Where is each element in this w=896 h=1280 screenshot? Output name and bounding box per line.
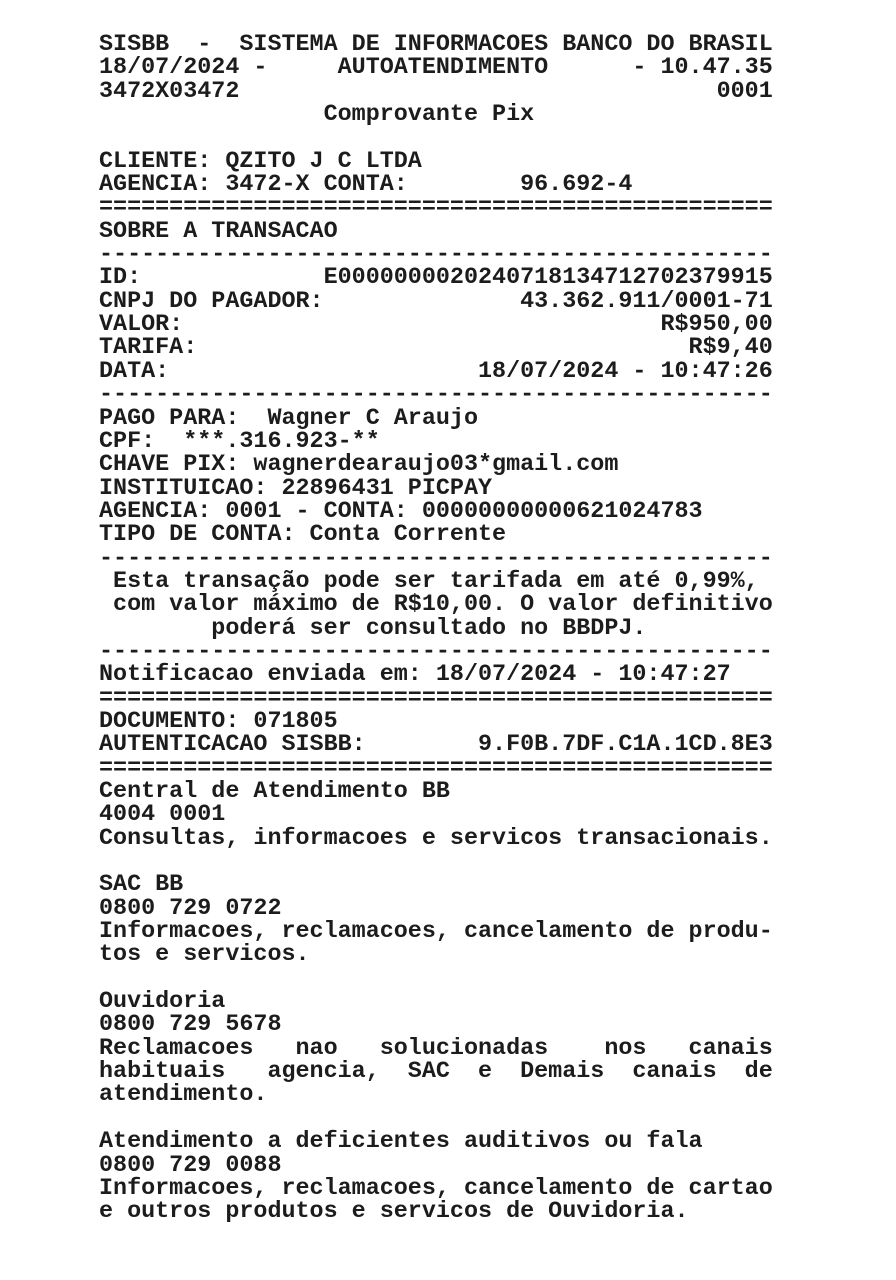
client-agency-account: AGENCIA: 3472-X CONTA: 96.692-4 bbox=[99, 172, 633, 199]
separator-dashes: ------------------------------------------------ bbox=[99, 382, 773, 409]
blank bbox=[99, 968, 773, 991]
contact-sac-desc-1: Informacoes, reclamacoes, cancelamento de produ- bbox=[99, 919, 773, 946]
field-cpf: CPF: ***.316.923-** bbox=[99, 428, 380, 455]
contact-deaf-desc-2: e outros produtos e servicos de Ouvidoria. bbox=[99, 1199, 689, 1226]
note-tarifa-3: poderá ser consultado no BBDPJ. bbox=[99, 615, 647, 642]
contact-central-phone: 4004 0001 bbox=[99, 802, 226, 829]
separator-dashes: ------------------------------------------------ bbox=[99, 545, 773, 572]
separator-dashes: ------------------------------------------------ bbox=[99, 638, 773, 665]
field-chave-pix: CHAVE PIX: wagnerdearaujo03*gmail.com bbox=[99, 452, 619, 479]
contact-ouvidoria-desc-1: Reclamacoes nao solucionadas nos canais bbox=[99, 1035, 773, 1062]
blank bbox=[99, 127, 773, 150]
field-cnpj-pagador: CNPJ DO PAGADOR: 43.362.911/0001-71 bbox=[99, 288, 773, 315]
field-valor: VALOR: R$950,00 bbox=[99, 312, 773, 339]
note-tarifa-2: com valor máximo de R$10,00. O valor definitivo bbox=[99, 592, 773, 619]
header-terminal-page: 3472X03472 0001 bbox=[99, 78, 773, 105]
field-tarifa: TARIFA: R$9,40 bbox=[99, 335, 773, 362]
notification-sent: Notificacao enviada em: 18/07/2024 - 10:47:27 bbox=[99, 662, 731, 689]
field-instituicao: INSTITUICAO: 22896431 PICPAY bbox=[99, 475, 493, 502]
section-title-transaction: SOBRE A TRANSACAO bbox=[99, 218, 338, 245]
field-documento: DOCUMENTO: 071805 bbox=[99, 708, 338, 735]
field-pago-para: PAGO PARA: Wagner C Araujo bbox=[99, 405, 478, 432]
separator-equals: ================================================ bbox=[99, 195, 773, 222]
contact-ouvidoria-title: Ouvidoria bbox=[99, 989, 226, 1016]
separator-dashes: ------------------------------------------------ bbox=[99, 242, 773, 269]
field-tipo-conta: TIPO DE CONTA: Conta Corrente bbox=[99, 522, 507, 549]
receipt-text bbox=[99, 34, 773, 1225]
contact-central-title: Central de Atendimento BB bbox=[99, 779, 450, 805]
contact-deaf-title: Atendimento a deficientes auditivos ou fala bbox=[99, 1129, 703, 1156]
separator-equals: ================================================ bbox=[99, 685, 773, 712]
blank bbox=[99, 1108, 773, 1131]
header-channel-datetime: 18/07/2024 - AUTOATENDIMENTO - 10.47.35 bbox=[99, 55, 773, 82]
contact-deaf-phone: 0800 729 0088 bbox=[99, 1152, 282, 1179]
field-id: ID: E0000000020240718134712702379915 bbox=[99, 265, 773, 292]
document-title: Comprovante Pix bbox=[99, 102, 535, 129]
contact-ouvidoria-desc-2: habituais agencia, SAC e Demais canais de bbox=[99, 1059, 773, 1086]
field-autenticacao-sisbb: AUTENTICACAO SISBB: 9.F0B.7DF.C1A.1CD.8E3 bbox=[99, 732, 773, 759]
contact-sac-phone: 0800 729 0722 bbox=[99, 895, 282, 922]
header-system: SISBB - SISTEMA DE INFORMACOES BANCO DO BRASIL bbox=[99, 32, 773, 58]
contact-ouvidoria-phone: 0800 729 5678 bbox=[99, 1012, 282, 1039]
note-tarifa-1: Esta transação pode ser tarifada em até 0,99%, bbox=[99, 568, 759, 595]
contact-central-desc: Consultas, informacoes e servicos transacionais. bbox=[99, 825, 773, 852]
contact-sac-title: SAC BB bbox=[99, 872, 184, 899]
client-name: CLIENTE: QZITO J C LTDA bbox=[99, 148, 422, 175]
contact-ouvidoria-desc-3: atendimento. bbox=[99, 1082, 268, 1109]
contact-sac-desc-2: tos e servicos. bbox=[99, 942, 310, 969]
contact-deaf-desc-1: Informacoes, reclamacoes, cancelamento de cartao bbox=[99, 1175, 773, 1202]
field-data: DATA: 18/07/2024 - 10:47:26 bbox=[99, 358, 773, 385]
field-agencia-conta: AGENCIA: 0001 - CONTA: 00000000000621024783 bbox=[99, 498, 703, 525]
separator-equals: ================================================ bbox=[99, 755, 773, 782]
blank bbox=[99, 851, 773, 874]
